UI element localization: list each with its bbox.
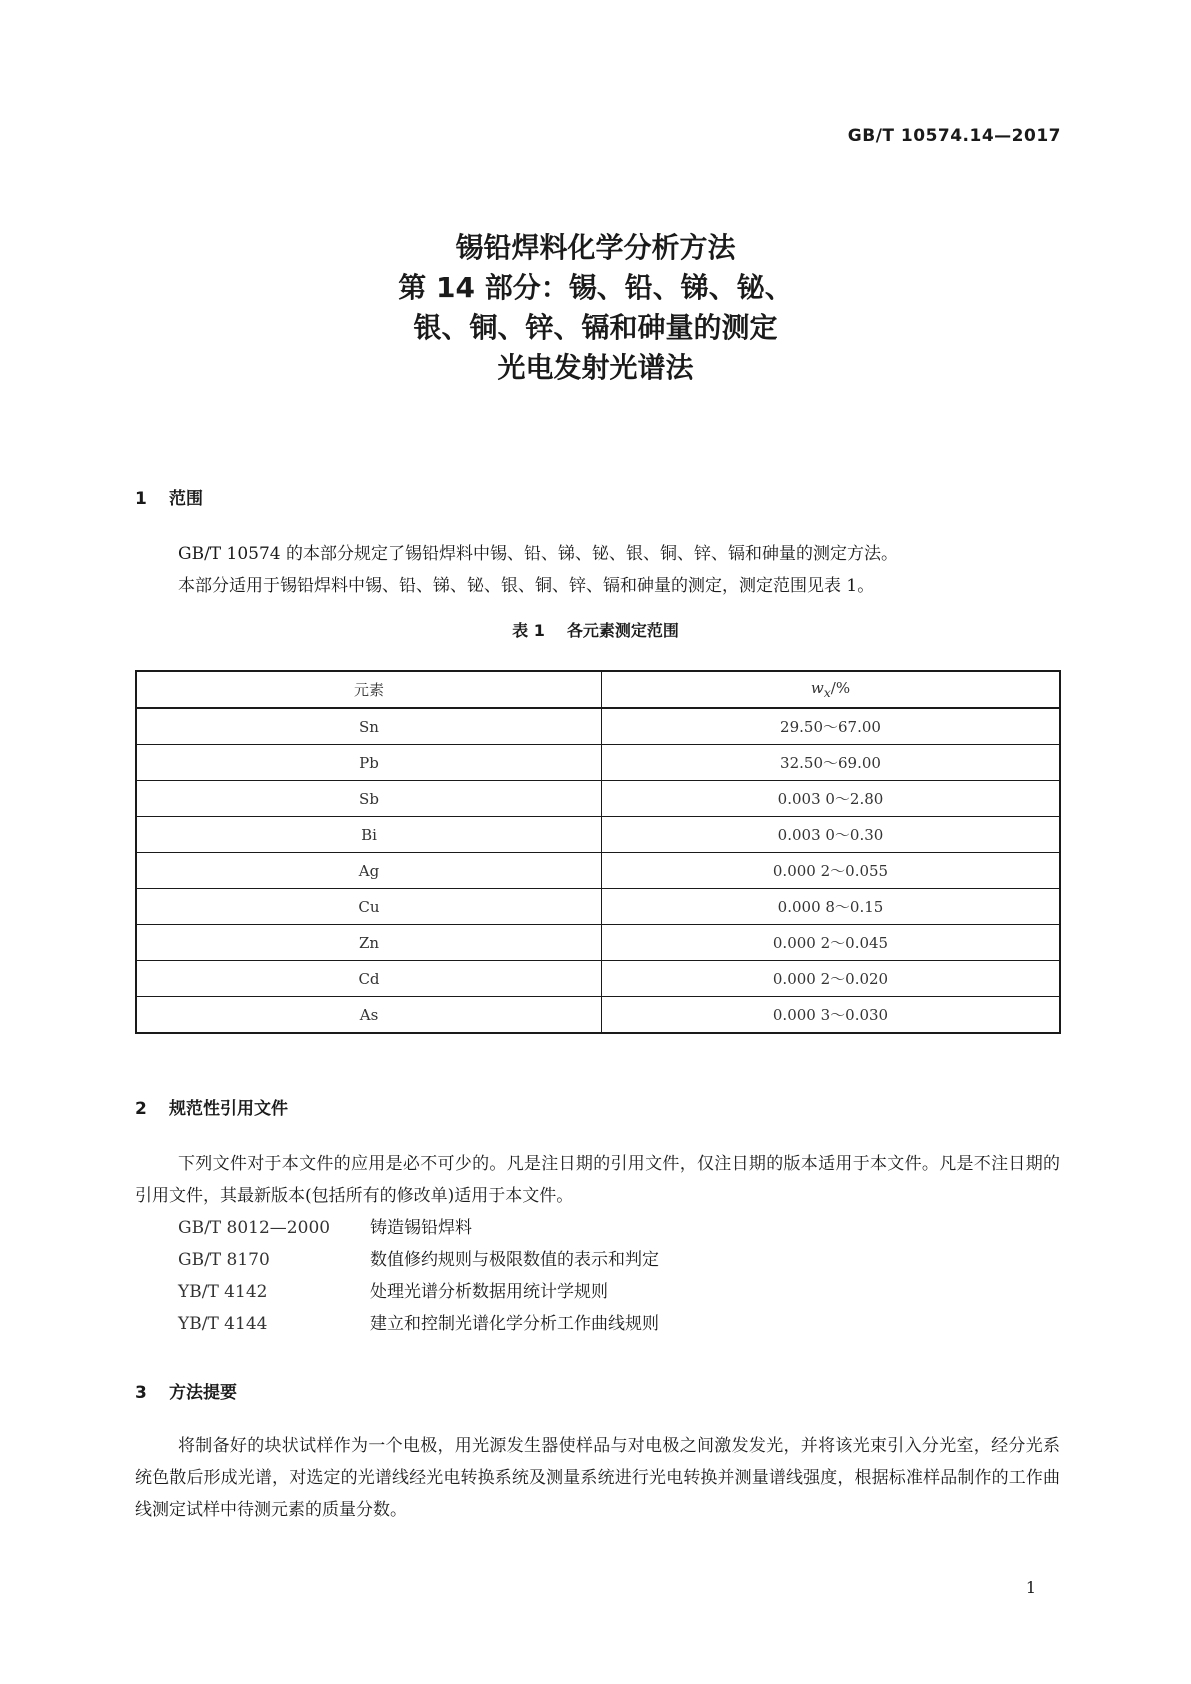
element-range-table: [135, 670, 1061, 1034]
section-1-number: 1: [135, 489, 147, 509]
cell-element: Sn: [136, 708, 602, 745]
table-row: [136, 853, 1060, 889]
table-1-caption-number: 表 1: [512, 621, 545, 640]
table-row: [136, 817, 1060, 853]
header-element: 元素: [136, 671, 602, 708]
title-line-4: 光电发射光谱法: [497, 351, 694, 384]
mass-fraction-symbol: w: [810, 679, 824, 697]
section-2-title: 规范性引用文件: [169, 1099, 288, 1119]
reference-title: 铸造锡铅焊料: [370, 1218, 472, 1238]
cell-element: Ag: [136, 853, 602, 889]
cell-range: 0.000 2～0.045: [602, 925, 1061, 961]
table-header-row: [136, 671, 1060, 708]
cell-range: 0.000 3～0.030: [602, 997, 1061, 1034]
title-line-1: 锡铅焊料化学分析方法: [455, 231, 736, 264]
section-3-heading: [135, 1378, 237, 1403]
reference-item: [178, 1244, 659, 1276]
table-row: [136, 708, 1060, 745]
reference-item: [178, 1308, 659, 1340]
reference-title: 数值修约规则与极限数值的表示和判定: [370, 1250, 659, 1270]
reference-code: YB/T 4142: [178, 1282, 268, 1302]
section-2-heading: [135, 1094, 288, 1119]
reference-code: GB/T 8012—2000: [178, 1218, 331, 1238]
cell-element: Bi: [136, 817, 602, 853]
cell-range: 32.50～69.00: [602, 745, 1061, 781]
section-1-title: 范围: [169, 489, 203, 509]
reference-code: YB/T 4144: [178, 1314, 268, 1334]
table-row: [136, 961, 1060, 997]
cell-element: Zn: [136, 925, 602, 961]
mass-fraction-subscript: x: [823, 685, 831, 700]
cell-element: As: [136, 997, 602, 1034]
cell-range: 0.000 2～0.055: [602, 853, 1061, 889]
reference-code: GB/T 8170: [178, 1250, 270, 1270]
title-line-2: 第 14 部分：锡、铅、锑、铋、: [398, 271, 793, 304]
cell-element: Pb: [136, 745, 602, 781]
cell-range: 0.003 0～2.80: [602, 781, 1061, 817]
table-row: [136, 889, 1060, 925]
cell-element: Cu: [136, 889, 602, 925]
cell-element: Cd: [136, 961, 602, 997]
section-2-paragraph: 下列文件对于本文件的应用是必不可少的。凡是注日期的引用文件，仅注日期的版本适用于本文件。凡是不注日期的引用文件，其最新版本(包括所有的修改单)适用于本文件。: [135, 1154, 1060, 1206]
reference-item: [178, 1212, 472, 1244]
section-2-number: 2: [135, 1099, 147, 1119]
page-number: 1: [1025, 1578, 1036, 1597]
section-3-title: 方法提要: [169, 1383, 237, 1403]
section-1-paragraph-2: 本部分适用于锡铅焊料中锡、铅、锑、铋、银、铜、锌、镉和砷量的测定，测定范围见表 1。: [178, 576, 875, 596]
document-title: [0, 228, 1191, 388]
cell-range: 0.000 2～0.020: [602, 961, 1061, 997]
cell-range: 0.000 8～0.15: [602, 889, 1061, 925]
table-row: [136, 997, 1060, 1034]
title-line-3: 银、铜、锌、镉和砷量的测定: [413, 311, 778, 344]
section-3-paragraph: 将制备好的块状试样作为一个电极，用光源发生器使样品与对电极之间激发发光，并将该光束引入分光室，经分光系统色散后形成光谱，对选定的光谱线经光电转换系统及测量系统进行光电转换并测量谱线强度，根据标准样品制作的工作曲线测定试样中待测元素的质量分数。: [135, 1436, 1060, 1520]
table-row: [136, 745, 1060, 781]
cell-range: 29.50～67.00: [602, 708, 1061, 745]
section-1-paragraph-1: GB/T 10574 的本部分规定了锡铅焊料中锡、铅、锑、铋、银、铜、锌、镉和砷量的测定方法。: [178, 544, 899, 564]
reference-title: 建立和控制光谱化学分析工作曲线规则: [370, 1314, 659, 1334]
reference-title: 处理光谱分析数据用统计学规则: [370, 1282, 608, 1302]
cell-range: 0.003 0～0.30: [602, 817, 1061, 853]
mass-fraction-unit: /%: [830, 679, 851, 697]
standard-code: GB/T 10574.14—2017: [847, 126, 1061, 146]
cell-element: Sb: [136, 781, 602, 817]
table-1-caption: [0, 618, 1191, 641]
table-1-caption-title: 各元素测定范围: [566, 621, 679, 640]
reference-item: [178, 1276, 608, 1308]
section-3-number: 3: [135, 1383, 147, 1403]
table-row: [136, 925, 1060, 961]
header-mass-fraction: [602, 671, 1061, 708]
table-row: [136, 781, 1060, 817]
section-1-heading: [135, 484, 203, 509]
